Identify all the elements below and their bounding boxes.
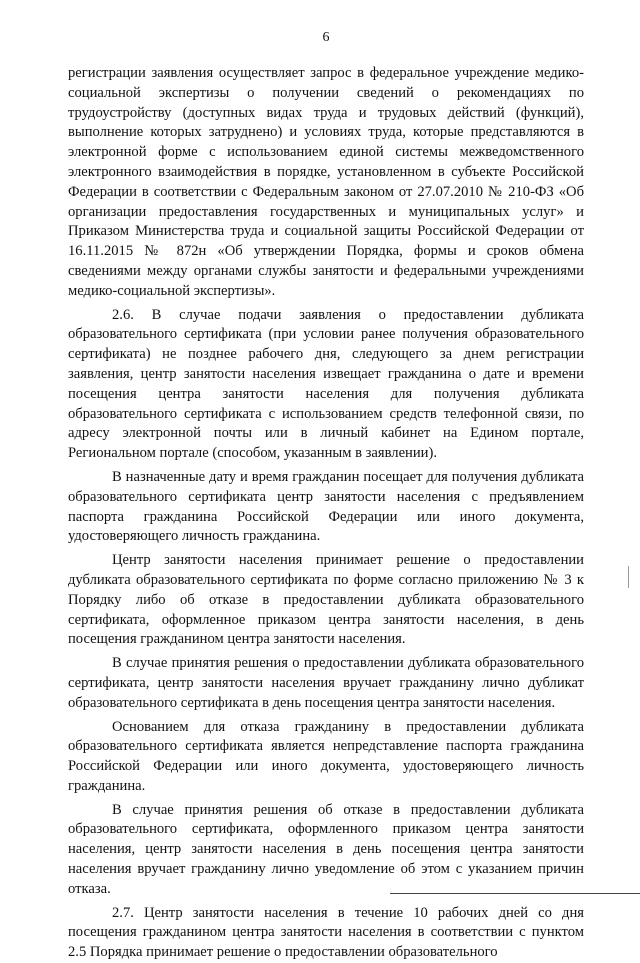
paragraph-decision: Центр занятости населения принимает решение о предоставлении дубликата образовательного сертификата по форме согласно приложению № 3 к Порядку либо об отказе в предоставлении дубликата образовательного сертификата, оформленное приказом центра занятости населения, в день посещения гражданином центра занятости населения.	[68, 552, 584, 648]
paragraph-2-6: 2.6. В случае подачи заявления о предоставлении дубликата образовательного сертификата (при условии ранее получения образовательного сертификата) не позднее рабочего дня, следующего за днем регистрации заявления, центр занятости населения извещает гражданина о дате и времени посещения центра занятости населения для получения дубликата образовательного сертификата с использованием средств телефонной связи, по адресу электронной почты или в личный кабинет на Едином портале, Региональном портале (способом, указанным в заявлении).	[68, 306, 584, 462]
paragraph-refusal-notice: В случае принятия решения об отказе в предоставлении дубликата образовательного сертификата, оформленного приказом центра занятости населения, центр занятости населения в день посещения центра занятости населения вручает гражданину лично уведомление об этом с указанием причин отказа.	[68, 801, 584, 897]
paragraph-issuance: В случае принятия решения о предоставлении дубликата образовательного сертификата, центр занятости населения вручает гражданину лично дубликат образовательного сертификата в день посещения центра занятости населения.	[68, 655, 584, 711]
scan-edge-mark	[628, 566, 629, 588]
page-number: 6	[322, 30, 330, 45]
document-page	[68, 30, 584, 963]
paragraph-appointment: В назначенные дату и время гражданин посещает для получения дубликата образовательного сертификата центр занятости населения с предъявлением паспорта гражданина Российской Федерации или иного документа, удостоверяющего личность гражданина.	[68, 468, 584, 545]
paragraph-continuation: регистрации заявления осуществляет запрос в федеральное учреждение медико-социальной экспертизы о получении сведений о рекомендациях по трудоустройству (доступных видах труда и трудовых действий (функций), выполнение которых затруднено) и условиях труда, которые представляются в электронной форме с использованием единой системы межведомственного электронного взаимодействия в порядке, установленном в субъекте Российской Федерации в соответствии с Федеральным законом от 27.07.2010 № 210-ФЗ «Об организации предоставления государственных и муниципальных услуг» и Приказом Министерства труда и социальной защиты Российской Федерации от 16.11.2015 № 872н «Об утверждении Порядка, формы и сроков обмена сведениями между органами службы занятости и федеральными учреждениями медико-социальной экспертизы».	[68, 65, 584, 299]
paragraph-refusal-grounds: Основанием для отказа гражданину в предоставлении дубликата образовательного сертификата является непредставление паспорта гражданина Российской Федерации или иного документа, удостоверяющего личность гражданина.	[68, 718, 584, 794]
bottom-rule	[390, 893, 640, 894]
paragraph-2-7: 2.7. Центр занятости населения в течение 10 рабочих дней со дня посещения гражданином центра занятости населения в соответствии с пунктом 2.5 Порядка принимает решение о предоставлении образовательного	[68, 904, 584, 961]
